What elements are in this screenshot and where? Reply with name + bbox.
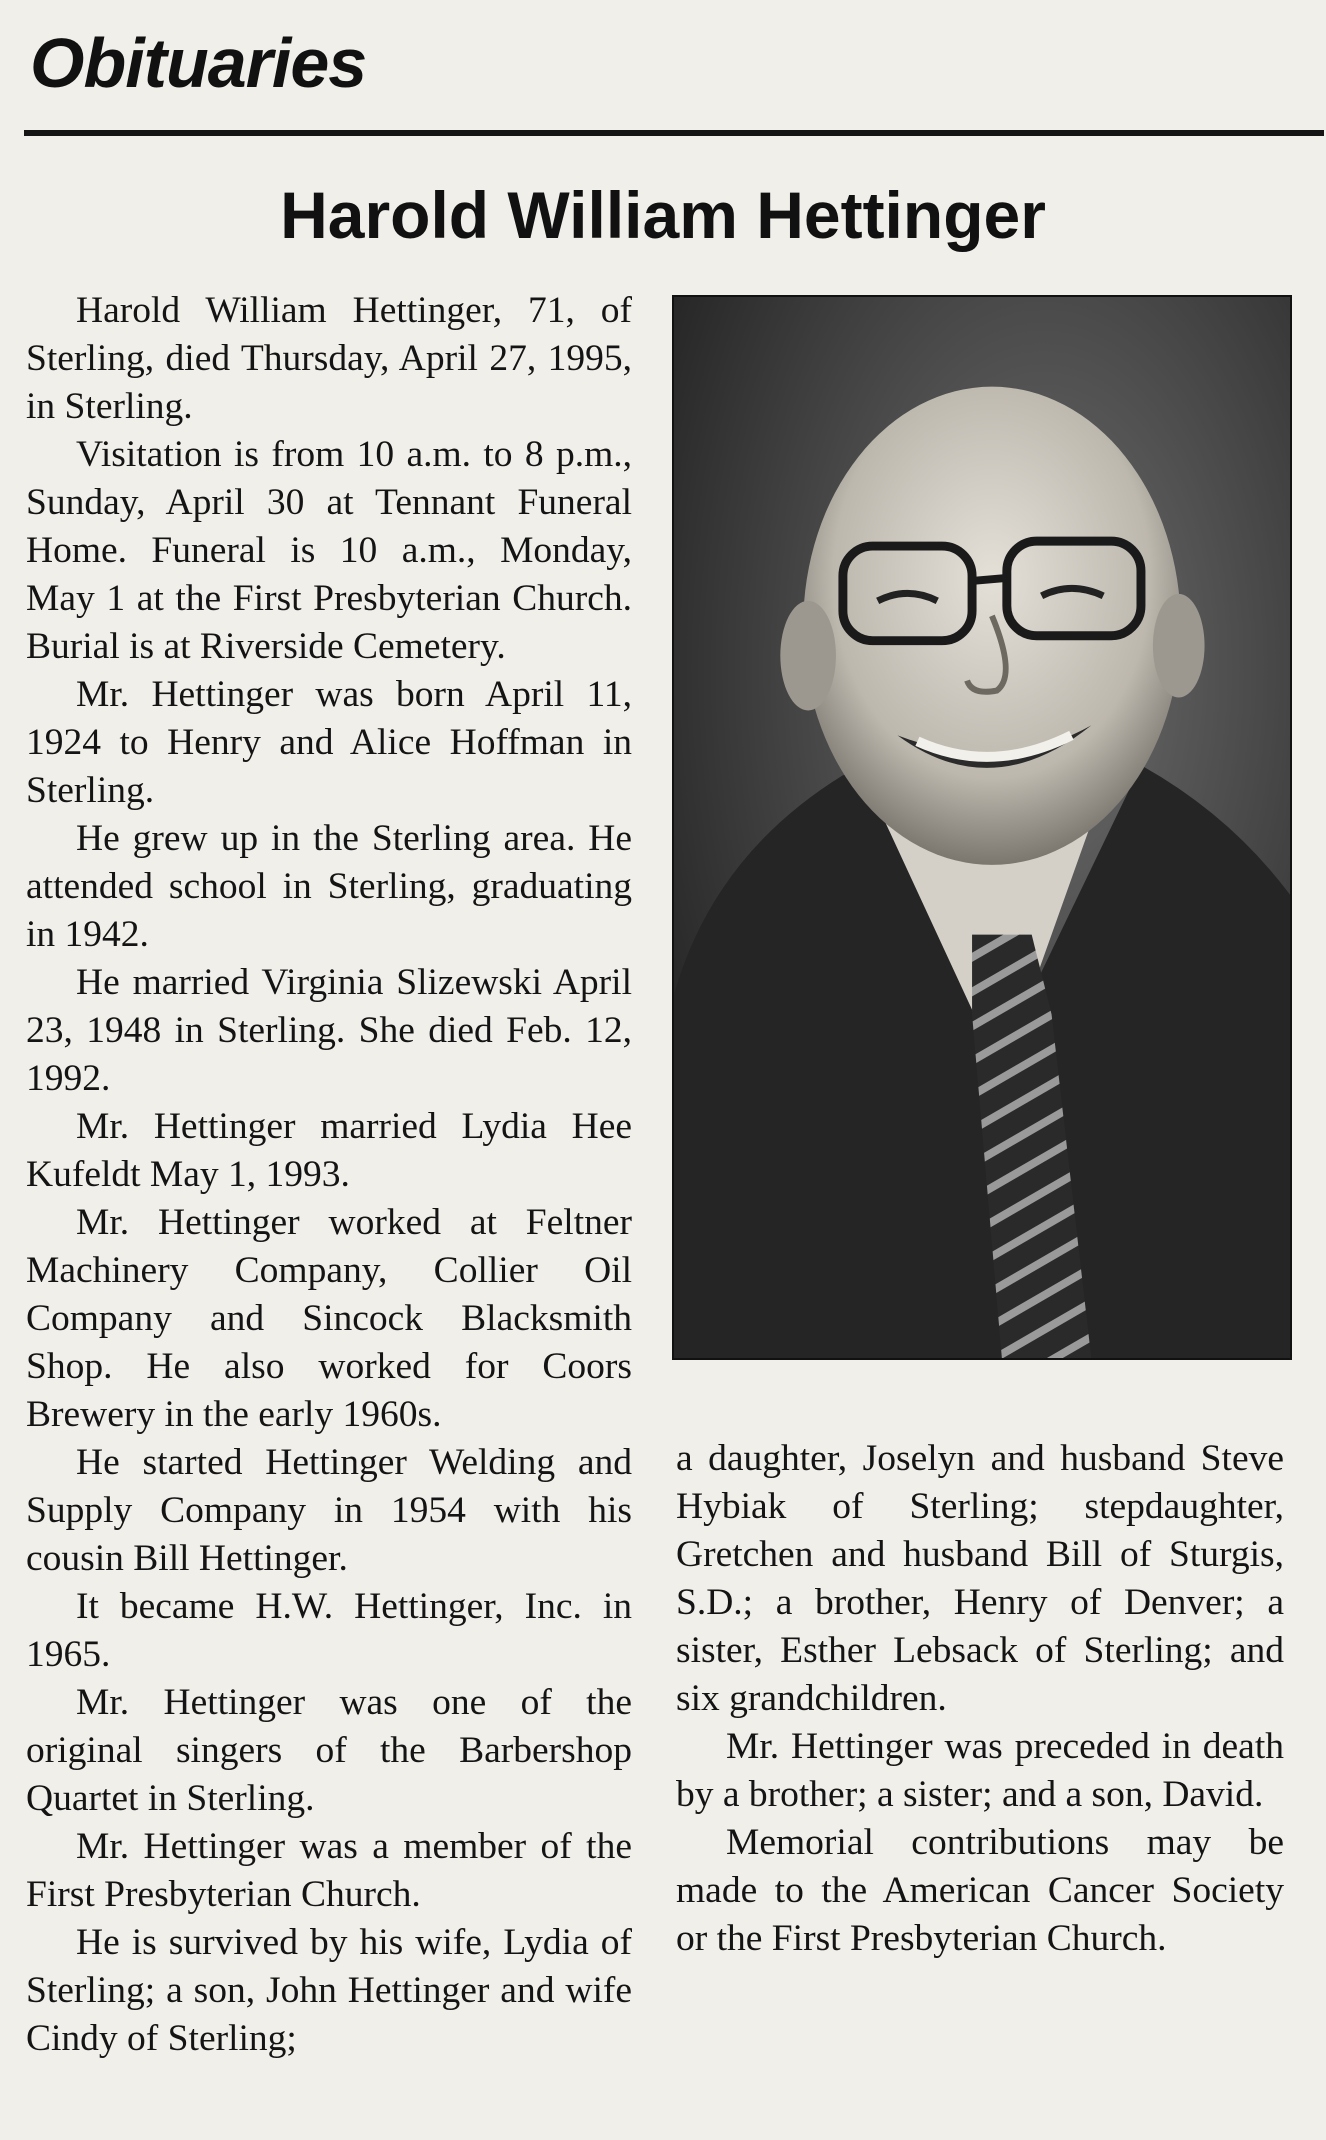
left-column — [26, 287, 632, 2063]
paragraph: It became H.W. Hettinger, Inc. in 1965. — [26, 1586, 632, 1675]
obituary-headline: Harold William Hettinger — [280, 178, 1046, 252]
paragraph: Mr. Hettinger was a member of the First Presbyterian Church. — [26, 1826, 632, 1915]
paragraph: He is survived by his wife, Lydia of Sterling; a son, John Hettinger and wife Cindy of Sterling; — [26, 1922, 632, 2059]
paragraph: He married Virginia Slizewski April 23, 1948 in Sterling. She died Feb. 12, 1992. — [26, 962, 632, 1099]
paragraph: Visitation is from 10 a.m. to 8 p.m., Sunday, April 30 at Tennant Funeral Home. Funeral is 10 a.m., Monday, May 1 at the First Presbyterian Church. Burial is at Riverside Cemetery. — [26, 434, 632, 667]
paragraph: Memorial contributions may be made to the American Cancer Society or the First Presbyterian Church. — [676, 1822, 1284, 1959]
paragraph: Harold William Hettinger, 71, of Sterling, died Thursday, April 27, 1995, in Sterling. — [26, 290, 632, 427]
portrait-image — [674, 297, 1290, 1358]
paragraph: He started Hettinger Welding and Supply Company in 1954 with his cousin Bill Hettinger. — [26, 1442, 632, 1579]
header-rule — [24, 130, 1324, 136]
paragraph: Mr. Hettinger worked at Feltner Machinery Company, Collier Oil Company and Sincock Blacksmith Shop. He also worked for Coors Brewery in the early 1960s. — [26, 1202, 632, 1435]
paragraph: Mr. Hettinger was preceded in death by a brother; a sister; and a son, David. — [676, 1726, 1284, 1815]
paragraph: a daughter, Joselyn and husband Steve Hybiak of Sterling; stepdaughter, Gretchen and husband Bill of Sturgis, S.D.; a brother, Henry of Denver; a sister, Esther Lebsack of Sterling; and six grandchildren. — [676, 1438, 1284, 1719]
portrait-photo — [672, 295, 1292, 1360]
section-title: Obituaries — [30, 24, 367, 102]
right-column — [676, 1435, 1284, 1963]
paragraph: Mr. Hettinger was born April 11, 1924 to Henry and Alice Hoffman in Sterling. — [26, 674, 632, 811]
paragraph: He grew up in the Sterling area. He attended school in Sterling, graduating in 1942. — [26, 818, 632, 955]
paragraph: Mr. Hettinger married Lydia Hee Kufeldt May 1, 1993. — [26, 1106, 632, 1195]
paragraph: Mr. Hettinger was one of the original singers of the Barbershop Quartet in Sterling. — [26, 1682, 632, 1819]
